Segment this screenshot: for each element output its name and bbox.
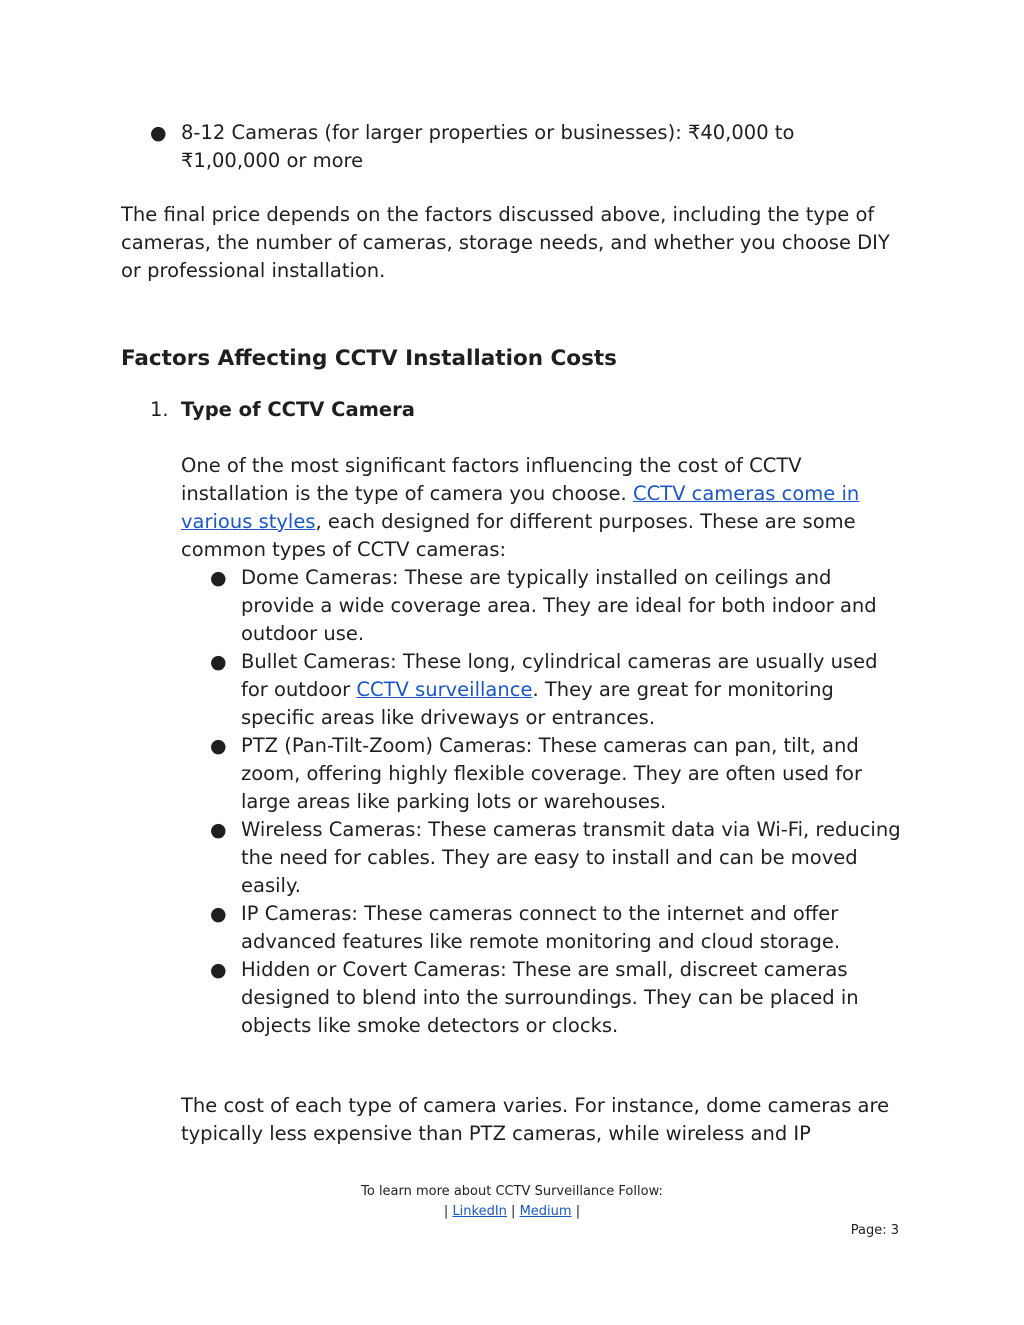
list-item (210, 956, 910, 1040)
bullet-glyph: ● (210, 651, 227, 673)
bullet-glyph: ● (210, 959, 227, 981)
bullet-glyph: ● (210, 567, 227, 589)
list-item-text: Dome Cameras: These are typically installed on ceilings and provide a wide coverage area. They are ideal for both indoor and outdoor use. (241, 566, 877, 645)
list-item-text-end: . They are great for monitoring specific areas like driveways or entrances. (241, 678, 834, 729)
bullet-glyph: ● (210, 735, 227, 757)
camera-paragraph (181, 452, 901, 564)
footer-separator: | (443, 1204, 453, 1219)
list-item-text: Wireless Cameras: These cameras transmit data via Wi-Fi, reducing the need for cables. They are easy to install and can be moved easily. (241, 818, 901, 897)
footer-separator: | (571, 1204, 581, 1219)
list-item-text: Hidden or Covert Cameras: These are small, discreet cameras designed to blend into the surroundings. They can be placed in objects like smoke detectors or clocks. (241, 958, 859, 1037)
list-item (210, 900, 910, 956)
page-number: Page: 3 (850, 1223, 899, 1238)
camera-paragraph-text-end: , each designed for different purposes. These are some common types of CCTV cameras: (181, 510, 856, 561)
list-item (210, 564, 910, 648)
list-item-text: PTZ (Pan-Tilt-Zoom) Cameras: These cameras can pan, tilt, and zoom, offering highly flexible coverage. They are often used for large areas like parking lots or warehouses. (241, 734, 863, 813)
camera-styles-link[interactable]: CCTV cameras come in various styles (181, 482, 860, 533)
medium-link[interactable]: Medium (519, 1204, 572, 1219)
list-item (210, 648, 910, 732)
section-heading: Factors Affecting CCTV Installation Costs (121, 346, 617, 371)
numbered-item (150, 396, 415, 424)
bullet-glyph: ● (210, 819, 227, 841)
price-bullet-item (150, 119, 910, 175)
numbered-item-title: Type of CCTV Camera (181, 398, 415, 421)
list-item-text: IP Cameras: These cameras connect to the internet and offer advanced features like remote monitoring and cloud storage. (241, 902, 841, 953)
camera-types-list (210, 564, 910, 1040)
footer-separator: | (506, 1204, 520, 1219)
bullet-glyph: ● (150, 122, 167, 144)
linkedin-link[interactable]: LinkedIn (452, 1204, 507, 1219)
camera-paragraph-text-start: One of the most significant factors influencing the cost of CCTV installation is the type of camera you choose. (181, 454, 802, 505)
intro-paragraph: The final price depends on the factors discussed above, including the type of cameras, the number of cameras, storage needs, and whether you choose DIY or professional installation. (121, 203, 890, 282)
list-item (210, 816, 910, 900)
bullet-glyph: ● (210, 903, 227, 925)
footer-text: To learn more about CCTV Surveillance Follow: (361, 1184, 663, 1199)
cctv-surveillance-link[interactable]: CCTV surveillance (356, 678, 533, 701)
list-item-text: Bullet Cameras: These long, cylindrical cameras are usually used for outdoor (241, 650, 878, 701)
numbered-item-number: 1. (150, 398, 169, 421)
closing-paragraph: The cost of each type of camera varies. For instance, dome cameras are typically less expensive than PTZ cameras, while wireless and IP (181, 1094, 890, 1145)
footer-links (0, 1202, 1024, 1222)
list-item (210, 732, 910, 816)
price-bullet-text: 8-12 Cameras (for larger properties or businesses): ₹40,000 to ₹1,00,000 or more (181, 121, 795, 172)
